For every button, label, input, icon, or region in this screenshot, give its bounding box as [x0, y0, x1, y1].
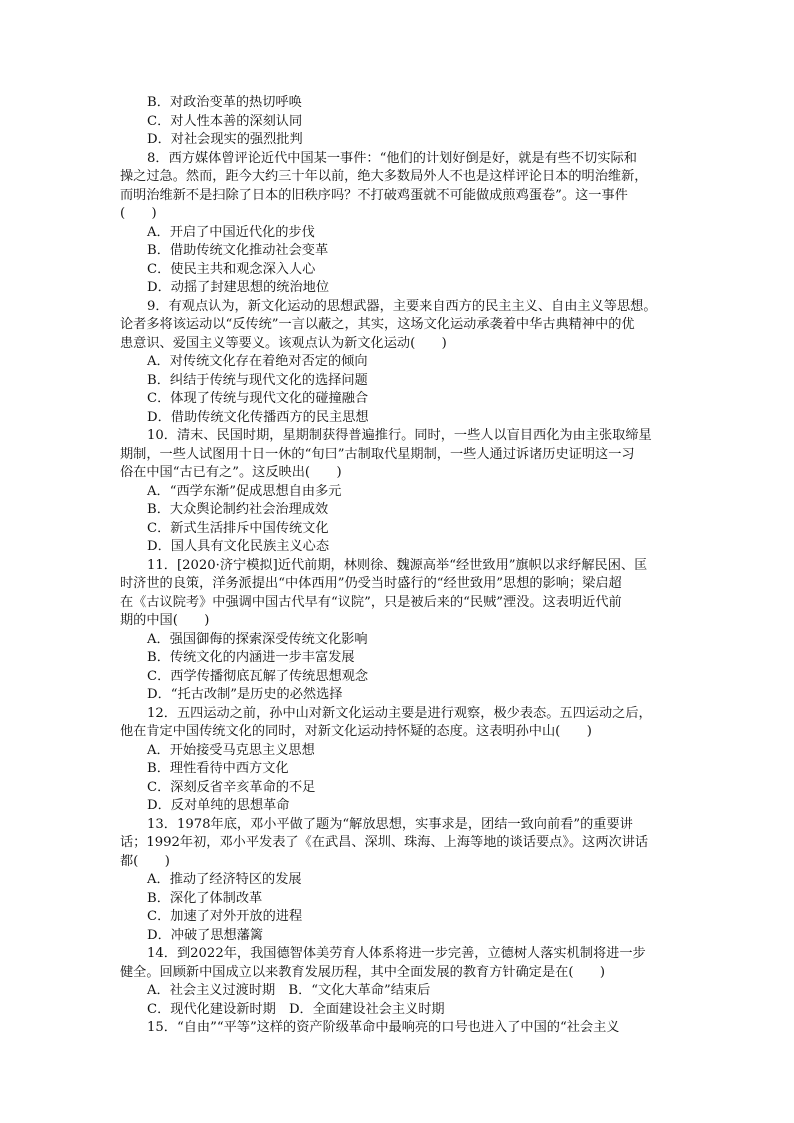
question-stem: 14．到2022年，我国德智体美劳育人体系将进一步完善，立德树人落实机制将进一步 [147, 946, 646, 961]
answer-option: A．“西学东渐”促成思想自由多元 [147, 483, 342, 499]
answer-option: B．大众舆论制约社会治理成效 [147, 502, 329, 517]
answer-option: C．深刻反省辛亥革命的不足 [147, 779, 316, 795]
question-text-block [120, 94, 680, 1038]
answer-option: C．现代化建设新时期 D．全面建设社会主义时期 [147, 1001, 445, 1017]
question-stem: 8．西方媒体曾评论近代中国某一事件：“他们的计划好倒是好，就是有些不切实际和 [147, 150, 637, 166]
answer-option: D．动摇了封建思想的统治地位 [147, 280, 330, 295]
answer-option: C．加速了对外开放的进程 [147, 909, 303, 924]
answer-option: A．强国御侮的探索深受传统文化影响 [147, 631, 368, 647]
question-stem: 15．“自由”“平等”这样的资产阶级革命中最响亮的口号也进入了中国的“社会主义 [147, 1020, 620, 1035]
answer-option: C．对人性本善的深刻认同 [147, 113, 303, 129]
answer-option: A．对传统文化存在着绝对否定的倾向 [147, 354, 368, 369]
question-stem-continued: 健全。回顾新中国成立以来教育发展历程，其中全面发展的教育方针确定是在( ) [120, 964, 606, 980]
answer-option: D．“托古改制”是历史的必然选择 [147, 687, 343, 702]
answer-option: C．新式生活排斥中国传统文化 [147, 520, 329, 536]
question-stem-continued: 患意识、爱国主义等要义。该观点认为新文化运动( ) [120, 335, 447, 351]
question-stem-continued: ( ) [120, 206, 157, 221]
answer-option: D．对社会现实的强烈批判 [147, 132, 303, 147]
answer-option: B．借助传统文化推动社会变革 [147, 243, 329, 258]
question-stem-continued: 俗在中国“古已有之”。这反映出( ) [120, 465, 342, 480]
answer-option: D．反对单纯的思想革命 [147, 798, 290, 813]
answer-option: C．西学传播彻底瓦解了传统思想观念 [147, 668, 369, 684]
question-stem-continued: 论者多将该运动以“反传统”一言以蔽之，其实，这场文化运动承袭着中华古典精神中的优 [120, 317, 635, 332]
answer-option: B．深化了体制改革 [147, 890, 263, 906]
question-stem: 9．有观点认为，新文化运动的思想武器，主要来自西方的民主主义、自由主义等思想。 [147, 298, 657, 314]
answer-option: B．理性看待中西方文化 [147, 761, 289, 776]
answer-option: B．对政治变革的热切呼唤 [147, 95, 302, 110]
question-stem: 13．1978年底，邓小平做了题为“解放思想，实事求是，团结一致向前看”的重要讲 [147, 816, 633, 832]
question-stem-continued: 期的中国( ) [120, 613, 210, 628]
question-stem-continued: 时济世的良策，洋务派提出“中体西用”仍受当时盛行的“经世致用”思想的影响；梁启超 [120, 576, 622, 591]
answer-option: A．推动了经济特区的发展 [147, 872, 302, 887]
question-stem: 10．清末、民国时期，星期制获得普遍推行。同时，一些人以盲目西化为由主张取缔星 [147, 428, 652, 443]
answer-option: D．国人具有文化民族主义心态 [147, 539, 330, 554]
answer-option: A．社会主义过渡时期 B．“文化大革命”结束后 [147, 983, 431, 998]
answer-option: B．纠结于传统与现代文化的选择问题 [147, 372, 368, 388]
answer-option: C．体现了传统与现代文化的碰撞融合 [147, 391, 369, 406]
answer-option: C．使民主共和观念深入人心 [147, 261, 316, 277]
question-stem-continued: 而明治维新不是扫除了日本的旧秩序吗？不打破鸡蛋就不可能做成煎鸡蛋卷”。这一事件 [120, 187, 628, 203]
answer-option: A．开始接受马克思主义思想 [147, 742, 315, 758]
question-stem-continued: 操之过急。然而，距今大约三十年以前，绝大多数局外人不也是这样评论日本的明治维新， [120, 169, 648, 184]
answer-option: D．借助传统文化传播西方的民主思想 [147, 409, 369, 425]
answer-option: A．开启了中国近代化的步伐 [147, 224, 315, 240]
question-stem-continued: 他在肯定中国传统文化的同时，对新文化运动持怀疑的态度。这表明孙中山( ) [120, 724, 592, 739]
answer-option: B．传统文化的内涵进一步丰富发展 [147, 650, 355, 665]
question-stem: 12．五四运动之前，孙中山对新文化运动主要是进行观察，极少表态。五四运动之后， [147, 705, 652, 721]
question-stem-continued: 期制，一些人试图用十日一休的“旬曰”古制取代星期制，一些人通过诉诸历史证明这一习 [120, 446, 635, 462]
question-stem: 11．[2020·济宁模拟]近代前期，林则徐、魏源高举“经世致用”旗帜以求纾解民困、匡 [147, 557, 648, 573]
answer-option: D．冲破了思想藩篱 [147, 927, 264, 943]
question-stem-continued: 话；1992年初，邓小平发表了《在武昌、深圳、珠海、上海等地的谈话要点》。这两次讲话 [120, 835, 649, 850]
question-stem-continued: 在《古议院考》中强调中国古代早有“议院”，只是被后来的“民贼”湮没。这表明近代前 [120, 594, 622, 610]
question-stem-continued: 都( ) [120, 853, 170, 869]
